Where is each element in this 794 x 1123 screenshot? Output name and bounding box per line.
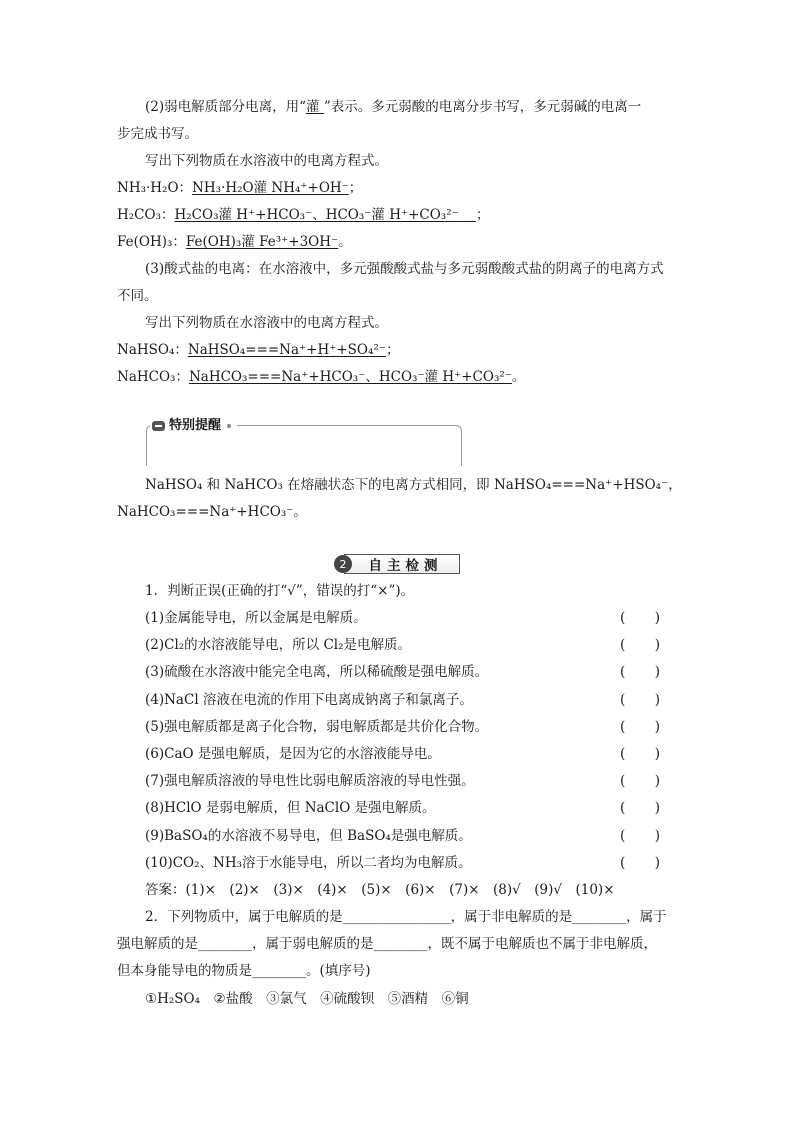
paragraph-weak-electrolyte: [145, 97, 641, 117]
question-2-line1: 2．下列物质中，属于电解质的是________________，属于非电解质的是________，属于: [145, 909, 667, 925]
answer-bracket[interactable]: [620, 798, 660, 818]
answer-bracket[interactable]: [620, 771, 660, 791]
bracket-open: (: [620, 827, 626, 844]
answer-line: 答案：(1)× (2)× (3)× (4)× (5)× (6)× (7)× (8)√ (9)√ (10)×: [145, 882, 615, 898]
list-item: (9)BaSO₄的水溶液不易导电，但 BaSO₄是强电解质。: [145, 827, 472, 844]
question-2-line2: 强电解质的是________，属于弱电解质的是________，既不属于电解质也不属于非电解质，: [117, 936, 657, 952]
eq-label: Fe(OH)₃：: [117, 234, 186, 250]
bracket-close: ): [654, 637, 660, 654]
list-item: (10)CO₂、NH₃溶于水能导电，所以二者均为电解质。: [145, 854, 472, 871]
equation-feoh3: [117, 232, 352, 252]
eq-answer: NaHSO₄===Na⁺+H⁺+SO₄²⁻: [187, 342, 386, 358]
eq-label: NaHSO₄：: [117, 342, 188, 358]
list-item: (1)金属能导电，所以金属是电解质。: [145, 610, 367, 626]
bracket-close: ): [654, 691, 660, 708]
eq-answer: H₂CO₃灌 H⁺+HCO₃⁻、HCO₃⁻灌 H⁺+CO₃²⁻: [174, 207, 459, 223]
eq-answer: Fe(OH)₃灌 Fe³⁺+3OH⁻: [185, 234, 339, 250]
bracket-close: ): [654, 610, 660, 626]
eq-end: 。: [338, 234, 352, 250]
answer-bracket[interactable]: [620, 744, 660, 764]
p3-continuation: 不同。: [117, 288, 158, 304]
prompt-write-equations-1: 写出下列物质在水溶液中的电离方程式。: [145, 153, 388, 169]
answer-bracket[interactable]: [620, 690, 660, 710]
bracket-close: ): [654, 800, 660, 817]
answer-bracket[interactable]: [620, 717, 660, 737]
tip-text-line2: NaHCO₃===Na⁺+HCO₃⁻。: [117, 504, 307, 520]
eq-label: NH₃·H₂O：: [117, 180, 193, 196]
p2-text-b: ”表示。多元弱酸的电离分步书写，多元弱碱的电离一: [323, 99, 642, 115]
list-item: (7)强电解质溶液的导电性比弱电解质溶液的导电性强。: [145, 773, 475, 790]
bracket-close: ): [654, 664, 660, 681]
eq-answer: NH₃·H₂O灌 NH₄⁺+OH⁻: [192, 180, 349, 196]
bracket-close: ): [654, 773, 660, 790]
question-2-options: ①H₂SO₄ ②盐酸 ③氯气 ④硫酸钡 ⑤酒精 ⑥铜: [145, 991, 469, 1007]
eq-answer: NaHCO₃===Na⁺+HCO₃⁻、HCO₃⁻灌 H⁺+CO₃²⁻: [188, 369, 512, 385]
p2-text-a: (2)弱电解质部分电离，用“: [145, 99, 307, 115]
eq-end: ；: [385, 342, 400, 358]
bracket-close: ): [654, 854, 660, 871]
reversible-symbol: 灌: [306, 99, 324, 115]
question-1-intro: 1．判断正误(正确的打“√”，错误的打“×”)。: [145, 583, 415, 599]
p2-continuation: 步完成书写。: [117, 126, 198, 142]
list-item: (2)Cl₂的水溶液能导电，所以 Cl₂是电解质。: [145, 637, 412, 654]
note-icon: [152, 421, 165, 431]
eq-end: ；: [348, 180, 363, 196]
list-item: (6)CaO 是强电解质，是因为它的水溶液能导电。: [145, 746, 441, 762]
eq-end: ；: [475, 207, 490, 223]
list-item: (4)NaCl 溶液在电流的作用下电离成钠离子和氯离子。: [145, 691, 473, 708]
bracket-open: (: [620, 637, 626, 654]
answer-bracket[interactable]: [620, 853, 660, 873]
bracket-close: ): [654, 718, 660, 735]
list-item: (8)HClO 是弱电解质，但 NaClO 是强电解质。: [145, 800, 436, 817]
section-number-badge: 2: [334, 555, 352, 573]
prompt-write-equations-2: 写出下列物质在水溶液中的电离方程式。: [145, 315, 388, 331]
tip-heading-text: 特别提醒: [169, 418, 222, 433]
equation-nh3h2o: [117, 178, 362, 198]
eq-end: 。: [511, 369, 526, 385]
list-item: (3)硫酸在水溶液中能完全电离，所以稀硫酸是强电解质。: [145, 664, 489, 681]
bracket-open: (: [620, 691, 626, 708]
bracket-open: (: [620, 664, 626, 681]
bracket-close: ): [654, 827, 660, 844]
bracket-open: (: [620, 718, 626, 735]
section-title-self-check: [334, 554, 460, 574]
eq-label: NaHCO₃：: [117, 369, 189, 385]
answer-bracket[interactable]: [620, 635, 660, 655]
eq-label: H₂CO₃：: [117, 207, 175, 223]
bracket-close: ): [654, 746, 660, 762]
bracket-open: (: [620, 746, 626, 762]
question-2-line3: 但本身能导电的物质是________。(填序号): [117, 963, 371, 979]
bracket-open: (: [620, 854, 626, 871]
dot-icon: [227, 424, 231, 428]
equation-nahso4: [117, 340, 399, 360]
paragraph-acid-salt: (3)酸式盐的电离：在水溶液中，多元强酸酸式盐与多元弱酸酸式盐的阴离子的电离方式: [145, 261, 664, 277]
bracket-open: (: [620, 610, 626, 626]
tip-text-line1: NaHSO₄ 和 NaHCO₃ 在熔融状态下的电离方式相同，即 NaHSO₄===Na⁺+HSO₄⁻，: [145, 477, 682, 493]
bracket-open: (: [620, 773, 626, 790]
tip-heading: [150, 416, 237, 436]
answer-bracket[interactable]: [620, 826, 660, 846]
equation-h2co3: [117, 205, 489, 225]
section-title-text: 自主检测: [344, 554, 460, 574]
answer-bracket[interactable]: [620, 608, 660, 628]
list-item: (5)强电解质都是离子化合物，弱电解质都是共价化合物。: [145, 718, 489, 735]
bracket-open: (: [620, 800, 626, 817]
answer-bracket[interactable]: [620, 662, 660, 682]
equation-nahco3: [117, 367, 525, 387]
